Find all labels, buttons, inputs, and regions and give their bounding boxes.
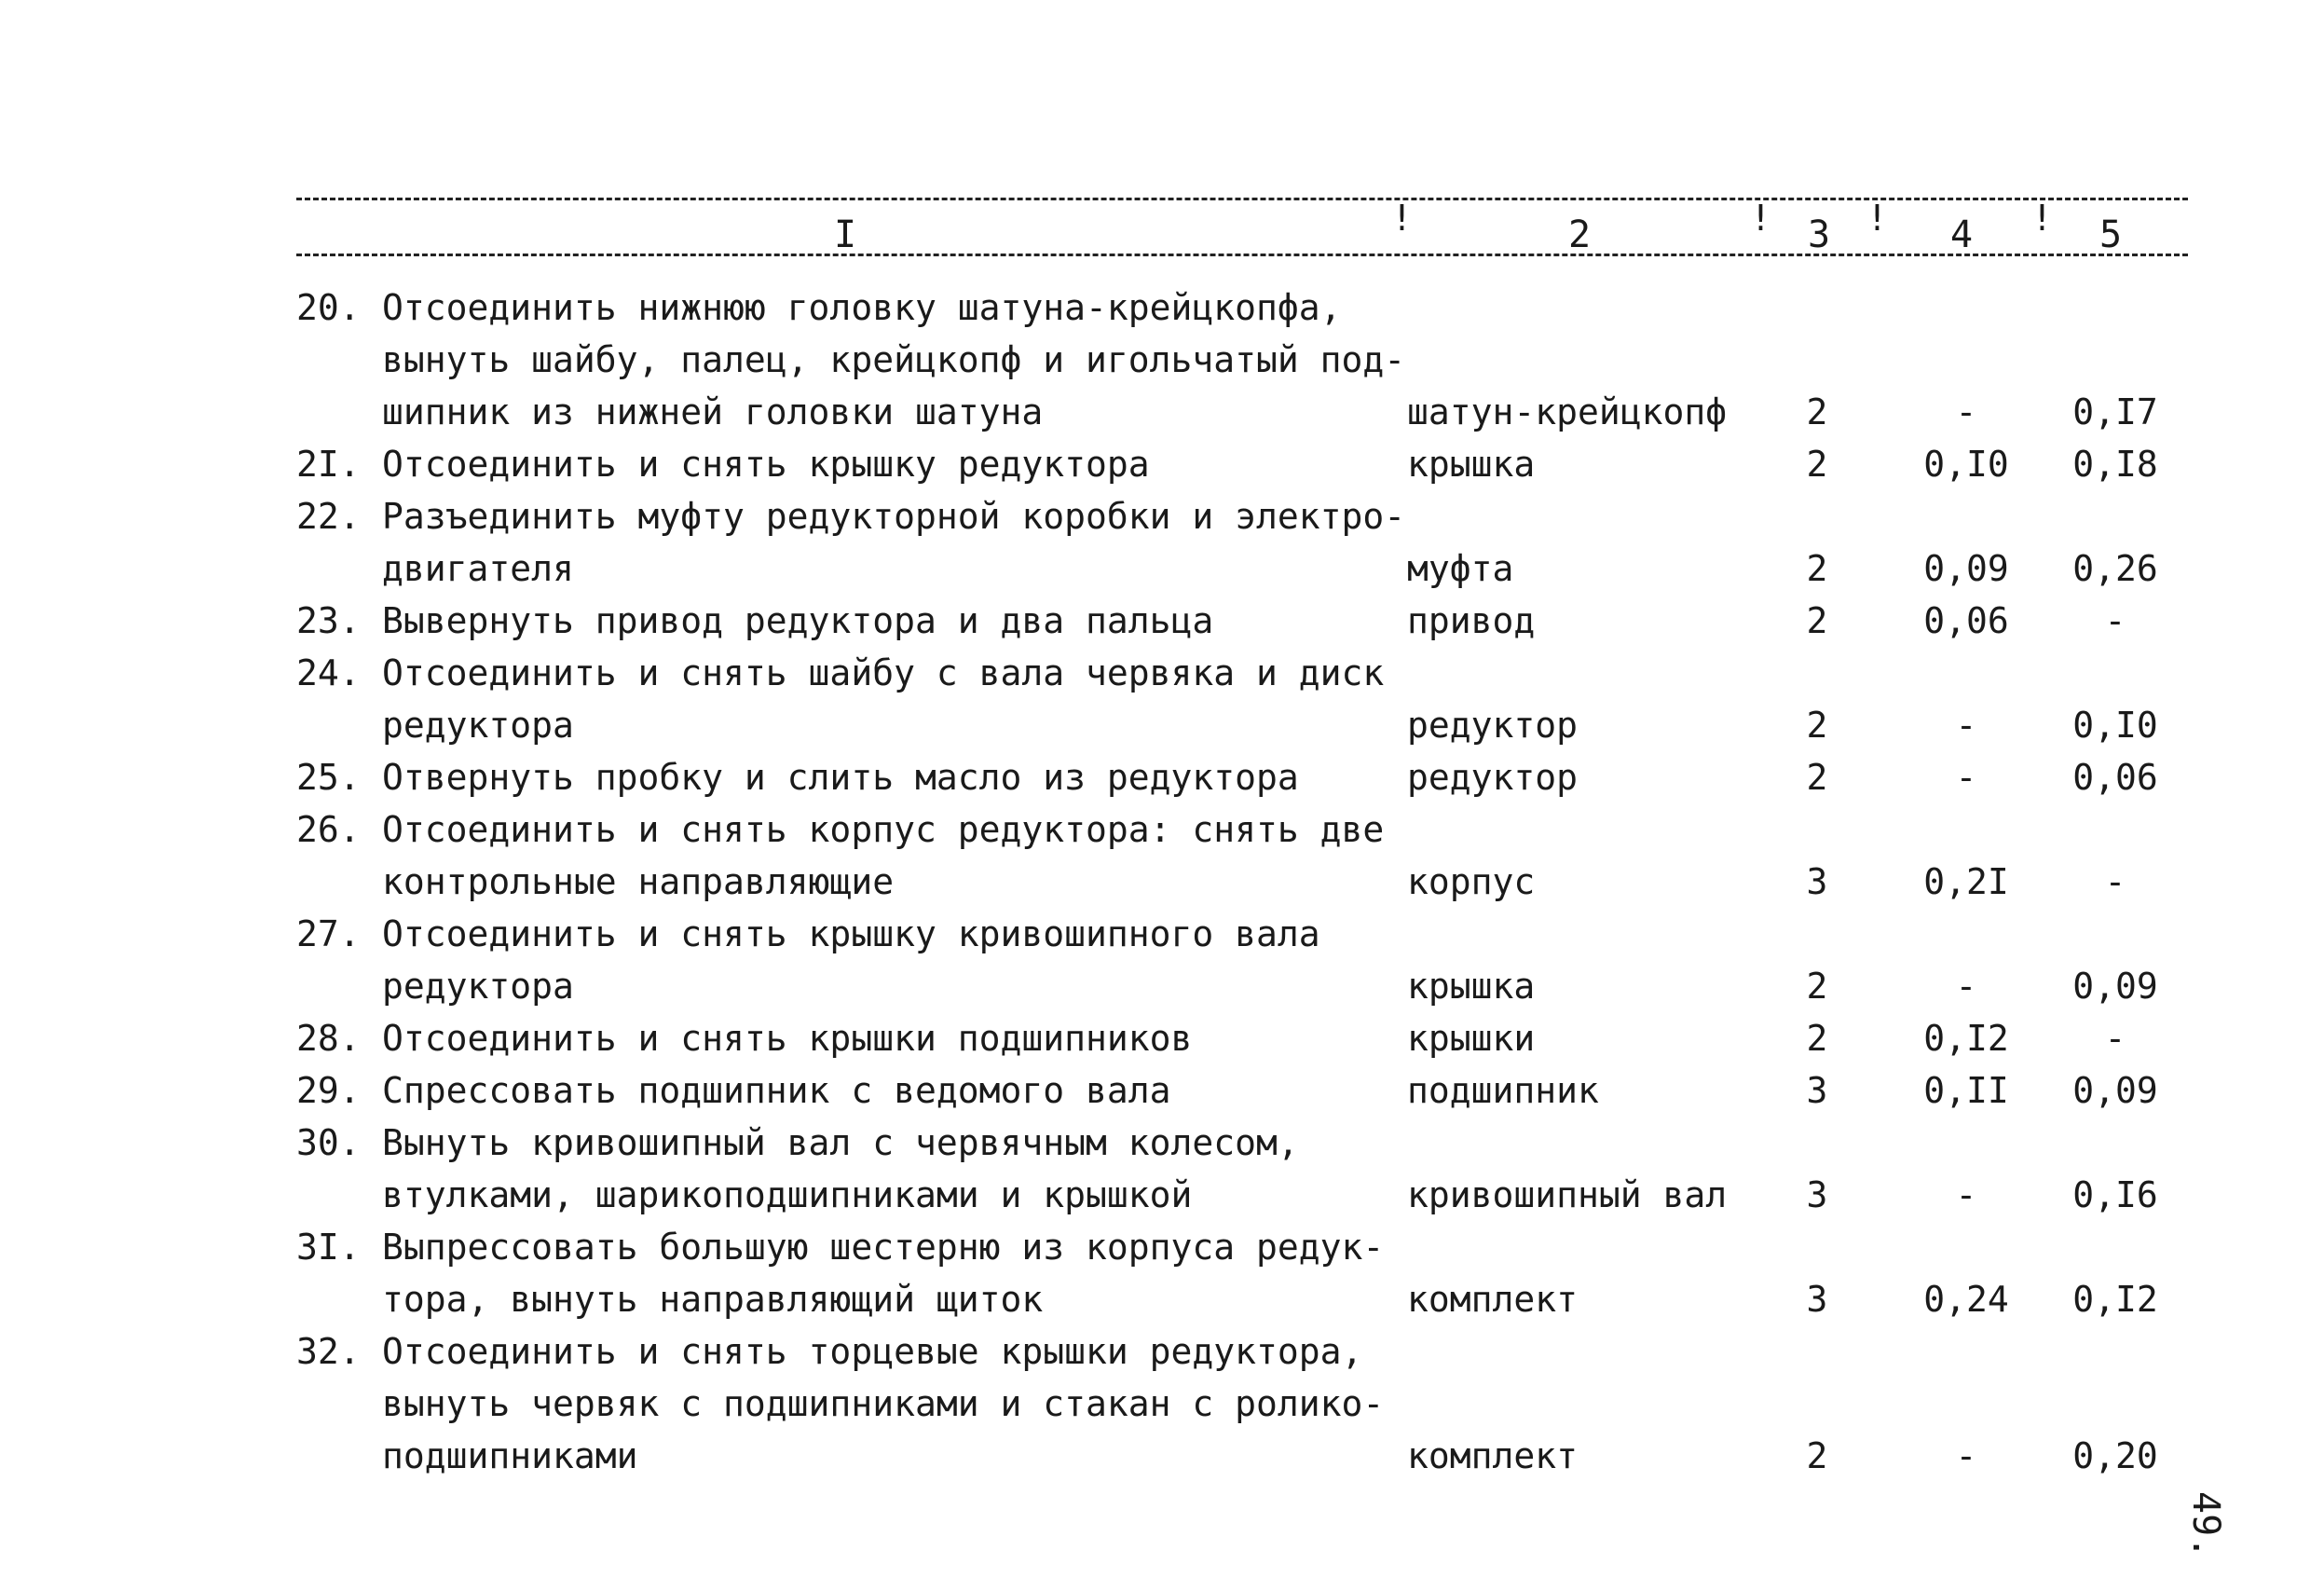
column-header-5: 5 [2099,213,2123,256]
row-number: 26. [296,809,361,850]
operation-description: Отсоединить и снять шайбу с вала червяка и диск [382,652,1385,693]
part-name: редуктор [1407,705,1579,746]
value-col-3: 2 [1806,548,1828,589]
operation-description: вынуть шайбу, палец, крейцкопф и игольчатый под- [382,339,1406,380]
value-col-5: 0,I6 [2072,1174,2158,1215]
operation-description: редуктора [382,705,574,746]
operation-description: Вынуть кривошипный вал с червячным колесом, [382,1122,1299,1163]
value-col-5: 0,26 [2072,548,2158,589]
row-number: 2I. [296,444,361,485]
value-col-3: 2 [1806,1018,1828,1059]
header-top-rule [296,198,2188,200]
column-separator: ! [1391,198,1413,239]
value-col-4: 0,I2 [1923,1018,2009,1059]
header-bottom-rule [296,254,2188,256]
operation-description: Отвернуть пробку и слить масло из редуктора [382,757,1299,798]
column-header-4: 4 [1950,213,1974,256]
value-col-5: 0,I7 [2072,391,2158,432]
operation-description: тора, вынуть направляющий щиток [382,1279,1044,1320]
part-name: крышка [1407,444,1536,485]
value-col-4: 0,09 [1923,548,2009,589]
value-col-4: - [1955,705,1977,746]
value-col-3: 2 [1806,705,1828,746]
value-col-3: 3 [1806,1279,1828,1320]
operation-description: Отсоединить нижнюю головку шатуна-крейцкопфа, [382,287,1342,328]
operation-description: Вывернуть привод редуктора и два пальца [382,600,1214,641]
part-name: комплект [1407,1279,1579,1320]
row-number: 25. [296,757,361,798]
operation-description: шипник из нижней головки шатуна [382,391,1044,432]
value-col-3: 2 [1806,1435,1828,1476]
operation-description: Отсоединить и снять торцевые крышки редуктора, [382,1331,1363,1372]
column-separator: ! [2031,198,2053,239]
value-col-5: - [2104,1018,2126,1059]
value-col-5: 0,06 [2072,757,2158,798]
row-number: 30. [296,1122,361,1163]
operation-description: двигателя [382,548,574,589]
value-col-3: 2 [1806,966,1828,1007]
operation-description: контрольные направляющие [382,861,895,902]
value-col-5: 0,I0 [2072,705,2158,746]
operation-description: Спрессовать подшипник с ведомого вала [382,1070,1171,1111]
value-col-3: 3 [1806,1174,1828,1215]
row-number: 29. [296,1070,361,1111]
operation-description: вынуть червяк с подшипниками и стакан с ролико- [382,1383,1385,1424]
value-col-4: - [1955,1435,1977,1476]
part-name: муфта [1407,548,1514,589]
part-name: комплект [1407,1435,1579,1476]
operation-description: втулками, шарикоподшипниками и крышкой [382,1174,1193,1215]
column-header-2: 2 [1568,213,1592,256]
value-col-4: - [1955,966,1977,1007]
part-name: редуктор [1407,757,1579,798]
value-col-4: 0,06 [1923,600,2009,641]
value-col-5: - [2104,600,2126,641]
operation-description: Отсоединить и снять крышку редуктора [382,444,1150,485]
part-name: привод [1407,600,1536,641]
row-number: 32. [296,1331,361,1372]
column-separator: ! [1750,198,1771,239]
operation-description: Отсоединить и снять корпус редуктора: снять две [382,809,1385,850]
row-number: 27. [296,913,361,954]
value-col-5: 0,09 [2072,966,2158,1007]
column-header-1: I [834,213,857,256]
operation-description: Отсоединить и снять крышки подшипников [382,1018,1193,1059]
value-col-5: 0,I2 [2072,1279,2158,1320]
part-name: шатун-крейцкопф [1407,391,1728,432]
value-col-5: 0,09 [2072,1070,2158,1111]
operation-description: Разъединить муфту редукторной коробки и электро- [382,496,1406,537]
value-col-3: 2 [1806,444,1828,485]
operation-description: Отсоединить и снять крышку кривошипного вала [382,913,1320,954]
row-number: 20. [296,287,361,328]
row-number: 3I. [296,1227,361,1268]
value-col-4: 0,24 [1923,1279,2009,1320]
value-col-4: - [1955,391,1977,432]
page-number: 49. [2184,1491,2227,1559]
operation-description: Выпрессовать большую шестерню из корпуса редук- [382,1227,1385,1268]
row-number: 22. [296,496,361,537]
value-col-3: 3 [1806,1070,1828,1111]
operation-description: подшипниками [382,1435,638,1476]
column-separator: ! [1866,198,1888,239]
part-name: крышки [1407,1018,1536,1059]
part-name: корпус [1407,861,1536,902]
value-col-4: 0,2I [1923,861,2009,902]
value-col-4: 0,I0 [1923,444,2009,485]
row-number: 24. [296,652,361,693]
value-col-5: 0,20 [2072,1435,2158,1476]
column-header-3: 3 [1808,213,1831,256]
row-number: 23. [296,600,361,641]
part-name: кривошипный вал [1407,1174,1728,1215]
value-col-4: - [1955,1174,1977,1215]
value-col-5: 0,I8 [2072,444,2158,485]
value-col-3: 2 [1806,757,1828,798]
operation-description: редуктора [382,966,574,1007]
value-col-3: 2 [1806,391,1828,432]
value-col-3: 2 [1806,600,1828,641]
value-col-4: - [1955,757,1977,798]
value-col-3: 3 [1806,861,1828,902]
row-number: 28. [296,1018,361,1059]
value-col-5: - [2104,861,2126,902]
part-name: крышка [1407,966,1536,1007]
part-name: подшипник [1407,1070,1599,1111]
value-col-4: 0,II [1923,1070,2009,1111]
